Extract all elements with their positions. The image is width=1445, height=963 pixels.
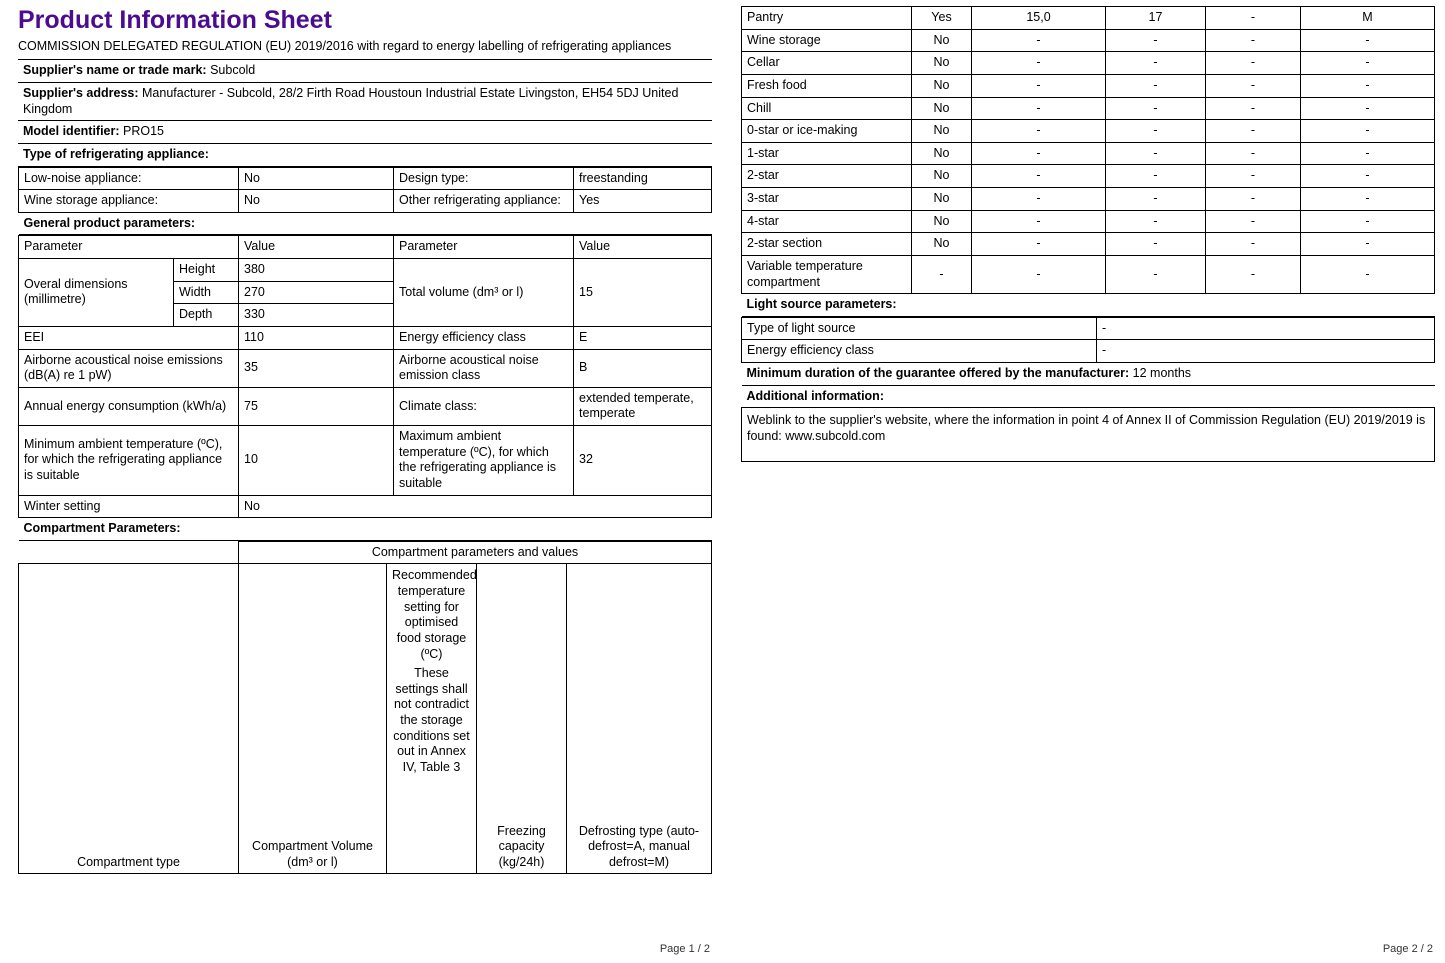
- compartment-freezing-cell: -: [1206, 7, 1301, 30]
- other-refrigerating-appliance-label: Other refrigerating appliance:: [394, 190, 574, 213]
- compartment-freezing-cell: -: [1206, 165, 1301, 188]
- compartment-defrost-cell: -: [1301, 233, 1435, 256]
- dimension-value: 330: [239, 304, 394, 327]
- type-table: [18, 167, 712, 236]
- compartment-volume-cell: -: [972, 120, 1106, 143]
- light-source-heading: Light source parameters:: [742, 294, 1435, 317]
- compartment-defrost-cell: -: [1301, 74, 1435, 97]
- compartment-freezing-cell: -: [1206, 74, 1301, 97]
- compartment-volume-cell: -: [972, 188, 1106, 211]
- general-heading-row: [19, 212, 712, 235]
- supplier-name-value: Subcold: [210, 63, 256, 78]
- compartment-defrost-cell: -: [1301, 97, 1435, 120]
- compartment-freezing-cell: -: [1206, 120, 1301, 143]
- compartment-type-cell: Variable temperature compartment: [742, 255, 912, 293]
- compartment-type-cell: Cellar: [742, 52, 912, 75]
- table-row: [742, 120, 1435, 143]
- compartment-included-cell: No: [912, 29, 972, 52]
- low-noise-value: No: [239, 167, 394, 190]
- compartment-temp-cell: -: [1106, 188, 1206, 211]
- table-row: [19, 190, 712, 213]
- compartment-included-cell: No: [912, 142, 972, 165]
- compartment-freezing-cell: -: [1206, 188, 1301, 211]
- compartment-freezing-cell: -: [1206, 52, 1301, 75]
- table-row: [19, 495, 712, 518]
- page-left: [0, 0, 722, 963]
- compartment-freezing-cell: -: [1206, 97, 1301, 120]
- compartment-volume-cell: -: [972, 210, 1106, 233]
- compartment-type-cell: Fresh food: [742, 74, 912, 97]
- compartment-included-cell: No: [912, 188, 972, 211]
- compartment-volume-cell: -: [972, 52, 1106, 75]
- compartment-type-cell: 2-star section: [742, 233, 912, 256]
- model-identifier-value: PRO15: [123, 124, 165, 139]
- climate-class-label: Climate class:: [394, 387, 574, 425]
- table-header-row: [19, 564, 712, 874]
- compartment-included-cell: No: [912, 120, 972, 143]
- value-header-1: Value: [239, 236, 394, 259]
- compartment-header-table: [18, 541, 712, 875]
- left-sheet-content: [18, 6, 712, 874]
- noise-class-value: B: [574, 349, 712, 387]
- total-volume-value: 15: [574, 259, 712, 327]
- compartment-included-cell: No: [912, 52, 972, 75]
- additional-information-heading: Additional information:: [742, 385, 1435, 408]
- table-row: [742, 52, 1435, 75]
- noise-emissions-label: Airborne acoustical noise emissions (dB(A) re 1 pW): [19, 349, 239, 387]
- supplier-address-label: Supplier's address:: [23, 86, 139, 100]
- light-source-table: [741, 317, 1435, 462]
- compartment-included-cell: -: [912, 255, 972, 293]
- compartment-included-cell: Yes: [912, 7, 972, 30]
- compartment-defrost-cell: -: [1301, 255, 1435, 293]
- table-row: [742, 165, 1435, 188]
- weblink-url[interactable]: www.subcold.com: [785, 428, 886, 443]
- overall-dimensions-label: Overal dimensions (millimetre): [19, 259, 174, 327]
- table-row: [19, 326, 712, 349]
- wine-storage-appliance-value: No: [239, 190, 394, 213]
- compartment-freezing-cell: -: [1206, 210, 1301, 233]
- total-volume-label: Total volume (dm³ or l): [394, 259, 574, 327]
- guarantee-label: Minimum duration of the guarantee offered by the manufacturer:: [746, 366, 1130, 380]
- compartment-type-header: Compartment type: [19, 564, 239, 874]
- compartment-volume-cell: -: [972, 233, 1106, 256]
- table-row: [19, 259, 712, 282]
- compartment-type-cell: 3-star: [742, 188, 912, 211]
- winter-setting-label: Winter setting: [19, 495, 239, 518]
- energy-efficiency-class-label: Energy efficiency class: [394, 326, 574, 349]
- model-identifier-row: [18, 121, 712, 144]
- supplier-name-row: [18, 60, 712, 83]
- model-identifier-label: Model identifier:: [23, 124, 120, 139]
- type-heading: Type of refrigerating appliance:: [18, 143, 712, 166]
- compartment-type-cell: Pantry: [742, 7, 912, 30]
- param-header-1: Parameter: [19, 236, 239, 259]
- dimension-value: 380: [239, 259, 394, 282]
- compartment-temp-cell: -: [1106, 97, 1206, 120]
- compartment-type-cell: Chill: [742, 97, 912, 120]
- table-row: [742, 233, 1435, 256]
- compartment-freezing-cell: -: [1206, 233, 1301, 256]
- table-row: [742, 210, 1435, 233]
- intro-row: [18, 39, 712, 60]
- compartment-temp-cell: -: [1106, 52, 1206, 75]
- compartment-temp-cell: -: [1106, 233, 1206, 256]
- compartment-included-cell: No: [912, 210, 972, 233]
- max-ambient-temp-label: Maximum ambient temperature (ºC), for which the refrigerating appliance is suitable: [394, 426, 574, 496]
- dimension-name: Depth: [174, 304, 239, 327]
- footer-page-left: Page 1 / 2: [659, 943, 710, 955]
- dimension-name: Height: [174, 259, 239, 282]
- compartment-volume-cell: -: [972, 165, 1106, 188]
- light-type-label: Type of light source: [742, 317, 1097, 340]
- compartment-included-cell: No: [912, 97, 972, 120]
- table-row: [19, 426, 712, 496]
- compartment-type-cell: Wine storage: [742, 29, 912, 52]
- noise-emissions-value: 35: [239, 349, 394, 387]
- table-row: [742, 255, 1435, 293]
- compartment-temp-cell: -: [1106, 165, 1206, 188]
- compartment-volume-cell: -: [972, 142, 1106, 165]
- page-right: [723, 0, 1445, 963]
- climate-class-value: extended temperate, temperate: [574, 387, 712, 425]
- supplier-address-row: [18, 83, 712, 121]
- compartment-temp-cell: -: [1106, 142, 1206, 165]
- eei-value: 110: [239, 326, 394, 349]
- design-type-label: Design type:: [394, 167, 574, 190]
- compartment-volume-cell: -: [972, 97, 1106, 120]
- compartment-table-title: Compartment parameters and values: [239, 541, 712, 564]
- footer-page-right: Page 2 / 2: [1382, 943, 1433, 955]
- table-row: [19, 541, 712, 564]
- general-parameters-table: [18, 235, 712, 540]
- header-info-table: [18, 39, 712, 167]
- param-header-2: Parameter: [394, 236, 574, 259]
- supplier-name-label: Supplier's name or trade mark:: [23, 63, 207, 78]
- table-row: [742, 340, 1435, 363]
- compartment-type-cell: 0-star or ice-making: [742, 120, 912, 143]
- table-row: [742, 7, 1435, 30]
- wine-storage-appliance-label: Wine storage appliance:: [19, 190, 239, 213]
- design-type-value: freestanding: [574, 167, 712, 190]
- guarantee-row: [742, 363, 1435, 386]
- low-noise-label: Low-noise appliance:: [19, 167, 239, 190]
- light-source-heading-row: [742, 294, 1435, 317]
- freezing-capacity-header: Freezing capacity (kg/24h): [477, 564, 567, 874]
- defrosting-type-header: Defrosting type (auto-defrost=A, manual defrost=M): [567, 564, 712, 874]
- compartment-freezing-cell: -: [1206, 255, 1301, 293]
- compartment-temp-cell: -: [1106, 210, 1206, 233]
- compartment-volume-header: Compartment Volume (dm³ or l): [239, 564, 387, 874]
- guarantee-value: 12 months: [1132, 366, 1192, 380]
- compartment-volume-cell: -: [972, 74, 1106, 97]
- min-ambient-temp-label: Minimum ambient temperature (ºC), for which the refrigerating appliance is suitable: [19, 426, 239, 496]
- compartment-temp-cell: -: [1106, 120, 1206, 143]
- annual-energy-value: 75: [239, 387, 394, 425]
- other-refrigerating-appliance-value: Yes: [574, 190, 712, 213]
- recommended-temp-header: Recommended temperature setting for optimised food storage (ºC): [392, 568, 477, 661]
- compartment-defrost-cell: -: [1301, 142, 1435, 165]
- table-row: [742, 142, 1435, 165]
- compartment-temp-cell: -: [1106, 255, 1206, 293]
- energy-efficiency-class-value: E: [574, 326, 712, 349]
- compartment-included-cell: No: [912, 233, 972, 256]
- page-title: Product Information Sheet: [18, 6, 332, 34]
- compartment-volume-cell: 15,0: [972, 7, 1106, 30]
- compartment-temp-cell: -: [1106, 29, 1206, 52]
- table-row: [742, 74, 1435, 97]
- table-row: [742, 29, 1435, 52]
- compartment-defrost-cell: -: [1301, 188, 1435, 211]
- additional-info-heading-row: [742, 385, 1435, 408]
- table-row: [742, 317, 1435, 340]
- table-row: [19, 349, 712, 387]
- compartment-defrost-cell: -: [1301, 210, 1435, 233]
- compartment-type-cell: 1-star: [742, 142, 912, 165]
- compartment-temp-cell: 17: [1106, 7, 1206, 30]
- compartment-heading-row: [19, 518, 712, 541]
- recommended-temp-subheader: These settings shall not contradict the storage conditions set out in Annex IV, Table 3: [393, 666, 470, 774]
- compartment-parameters-heading: Compartment Parameters:: [19, 518, 712, 541]
- table-row: [742, 188, 1435, 211]
- compartment-included-cell: No: [912, 165, 972, 188]
- compartment-defrost-cell: -: [1301, 120, 1435, 143]
- dimension-value: 270: [239, 281, 394, 304]
- min-ambient-temp-value: 10: [239, 426, 394, 496]
- compartment-values-table: [741, 6, 1435, 317]
- light-energy-class-label: Energy efficiency class: [742, 340, 1097, 363]
- light-energy-class-value: -: [1097, 340, 1435, 363]
- compartment-temp-cell: -: [1106, 74, 1206, 97]
- intro-text: COMMISSION DELEGATED REGULATION (EU) 2019/2016 with regard to energy labelling of refrigerating appliances: [18, 39, 712, 60]
- max-ambient-temp-value: 32: [574, 426, 712, 496]
- noise-class-label: Airborne acoustical noise emission class: [394, 349, 574, 387]
- compartment-freezing-cell: -: [1206, 142, 1301, 165]
- table-row: [19, 167, 712, 190]
- table-header-row: [19, 236, 712, 259]
- value-header-2: Value: [574, 236, 712, 259]
- compartment-defrost-cell: -: [1301, 52, 1435, 75]
- compartment-defrost-cell: -: [1301, 165, 1435, 188]
- compartment-volume-cell: -: [972, 29, 1106, 52]
- eei-label: EEI: [19, 326, 239, 349]
- annual-energy-label: Annual energy consumption (kWh/a): [19, 387, 239, 425]
- right-sheet-content: [741, 6, 1435, 462]
- supplier-address-value: Manufacturer - Subcold, 28/2 Firth Road Houstoun Industrial Estate Livingston, EH54 5DJ United Kingdom: [23, 86, 679, 116]
- dimension-name: Width: [174, 281, 239, 304]
- table-row: [742, 97, 1435, 120]
- light-type-value: -: [1097, 317, 1435, 340]
- compartment-volume-cell: -: [972, 255, 1106, 293]
- compartment-defrost-cell: M: [1301, 7, 1435, 30]
- weblink-row: [742, 408, 1435, 461]
- compartment-included-cell: No: [912, 74, 972, 97]
- table-row: [19, 387, 712, 425]
- weblink-text: Weblink to the supplier's website, where the information in point 4 of Annex II of Commission Regulation (EU) 2019/2019 is found:: [747, 413, 1426, 443]
- compartment-type-cell: 4-star: [742, 210, 912, 233]
- compartment-defrost-cell: -: [1301, 29, 1435, 52]
- compartment-freezing-cell: -: [1206, 29, 1301, 52]
- compartment-type-cell: 2-star: [742, 165, 912, 188]
- general-product-parameters-heading: General product parameters:: [19, 212, 712, 235]
- winter-setting-value: No: [239, 495, 712, 518]
- type-heading-row: [18, 143, 712, 166]
